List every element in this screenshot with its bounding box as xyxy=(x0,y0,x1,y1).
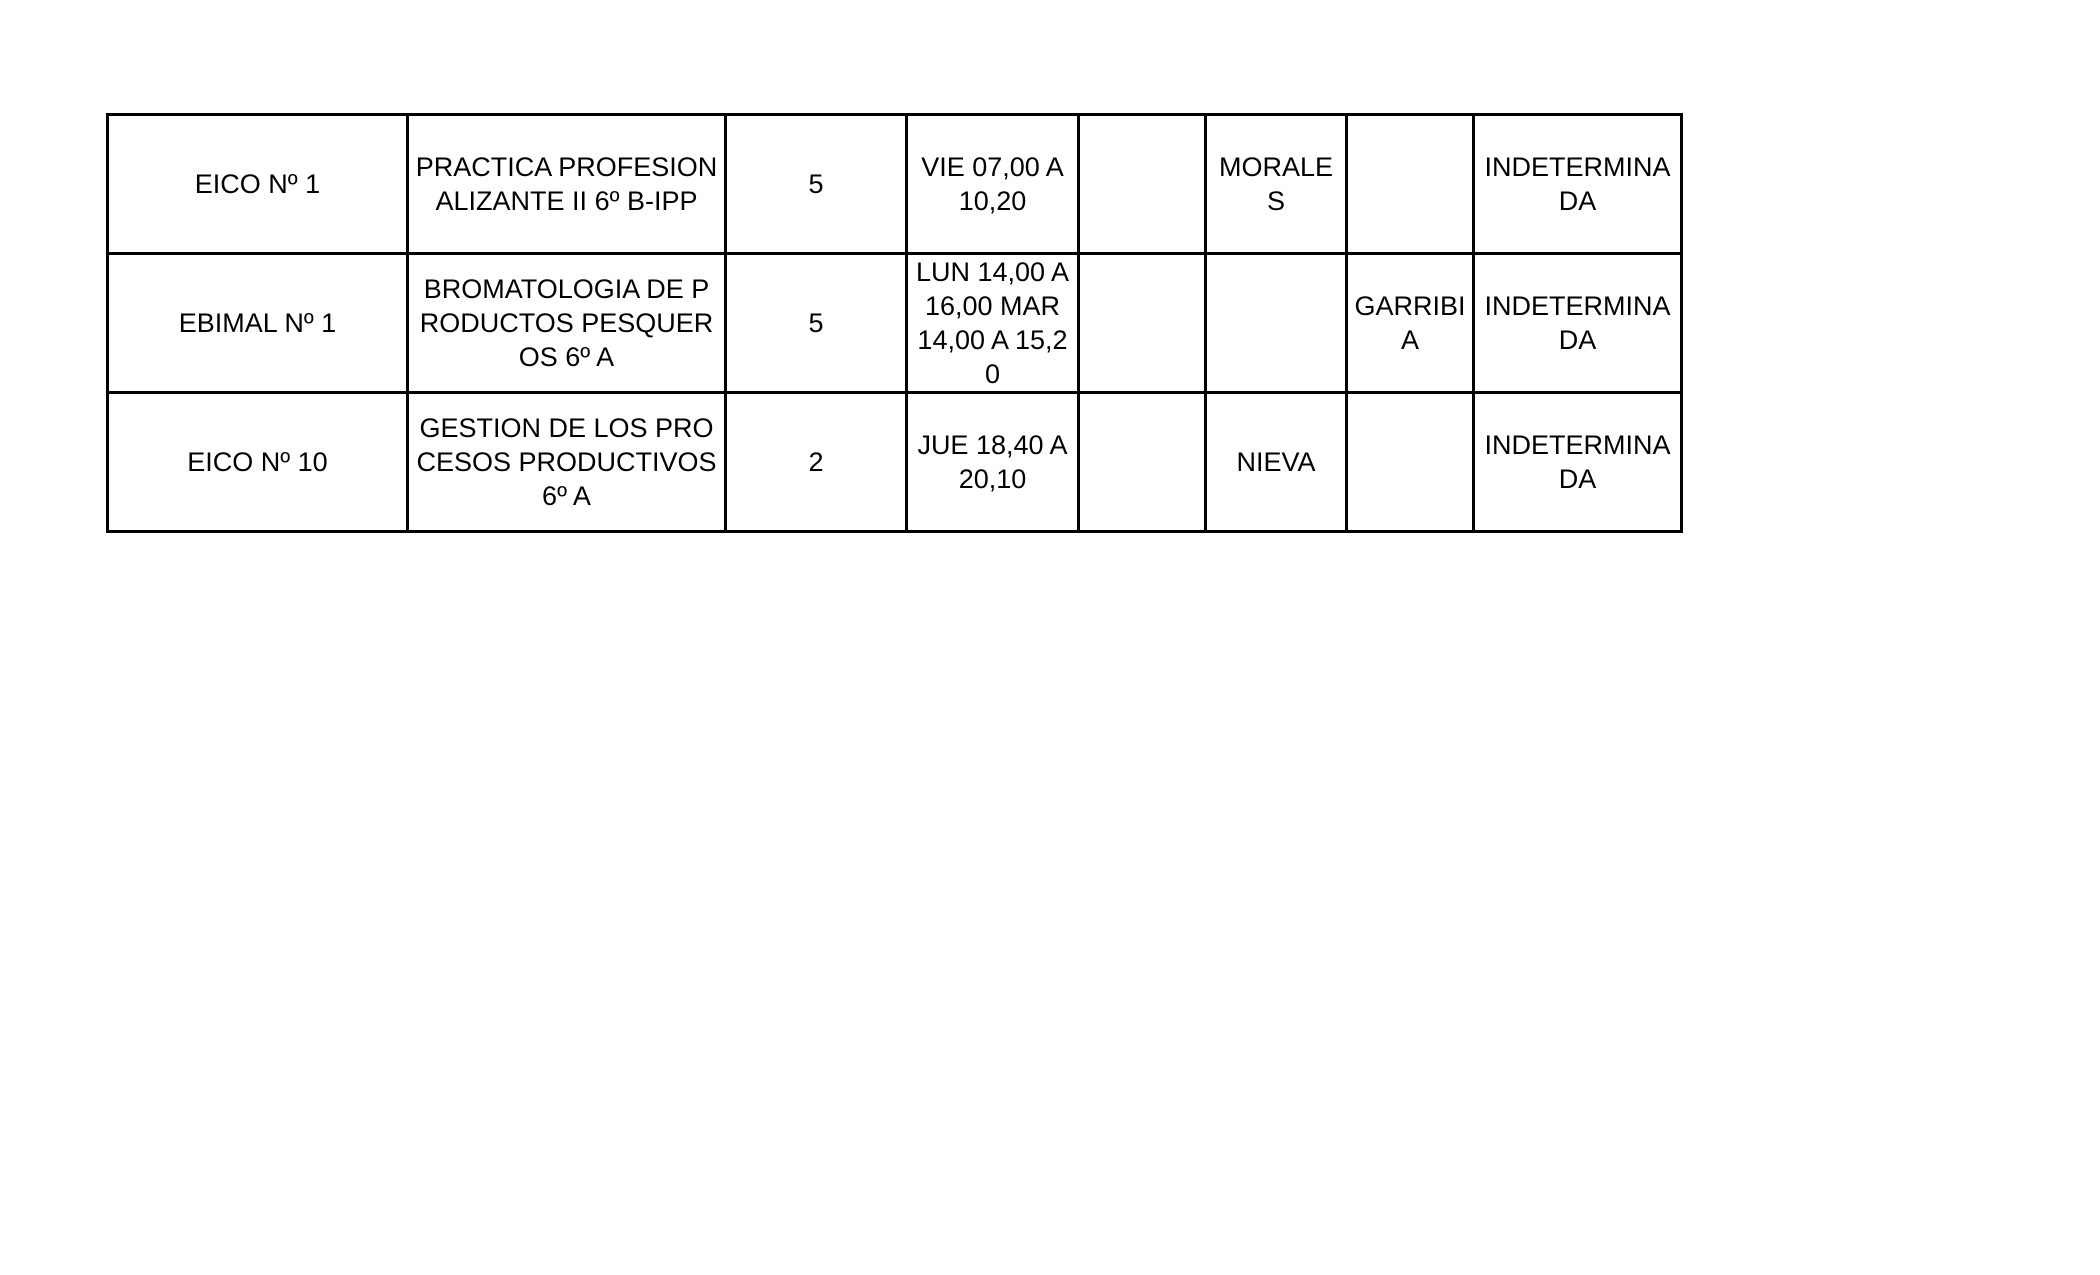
empty-cell xyxy=(1079,393,1206,532)
empty-cell xyxy=(1079,115,1206,254)
hours-cell: 5 xyxy=(726,254,907,393)
hours-cell: 5 xyxy=(726,115,907,254)
table-row xyxy=(108,115,1682,254)
school-cell: EBIMAL Nº 1 xyxy=(108,254,408,393)
table-row xyxy=(108,254,1682,393)
school-cell: EICO Nº 10 xyxy=(108,393,408,532)
subject-cell: PRACTICA PROFESIONALIZANTE II 6º B-IPP xyxy=(408,115,726,254)
teacher-b-cell xyxy=(1347,115,1474,254)
schedule-cell: LUN 14,00 A 16,00 MAR 14,00 A 15,20 xyxy=(907,254,1079,393)
empty-cell xyxy=(1079,254,1206,393)
schedule-cell: JUE 18,40 A 20,10 xyxy=(907,393,1079,532)
hours-cell: 2 xyxy=(726,393,907,532)
schedule-cell: VIE 07,00 A 10,20 xyxy=(907,115,1079,254)
table-row xyxy=(108,393,1682,532)
status-cell: INDETERMINADA xyxy=(1474,115,1682,254)
subject-cell: GESTION DE LOS PROCESOS PRODUCTIVOS 6º A xyxy=(408,393,726,532)
teacher-a-cell: NIEVA xyxy=(1206,393,1347,532)
status-cell: INDETERMINADA xyxy=(1474,393,1682,532)
subject-cell: BROMATOLOGIA DE PRODUCTOS PESQUEROS 6º A xyxy=(408,254,726,393)
teacher-a-cell: MORALES xyxy=(1206,115,1347,254)
teacher-b-cell xyxy=(1347,393,1474,532)
teacher-b-cell: GARRIBIA xyxy=(1347,254,1474,393)
school-cell: EICO Nº 1 xyxy=(108,115,408,254)
teacher-a-cell xyxy=(1206,254,1347,393)
assignments-table xyxy=(106,113,1683,533)
status-cell: INDETERMINADA xyxy=(1474,254,1682,393)
